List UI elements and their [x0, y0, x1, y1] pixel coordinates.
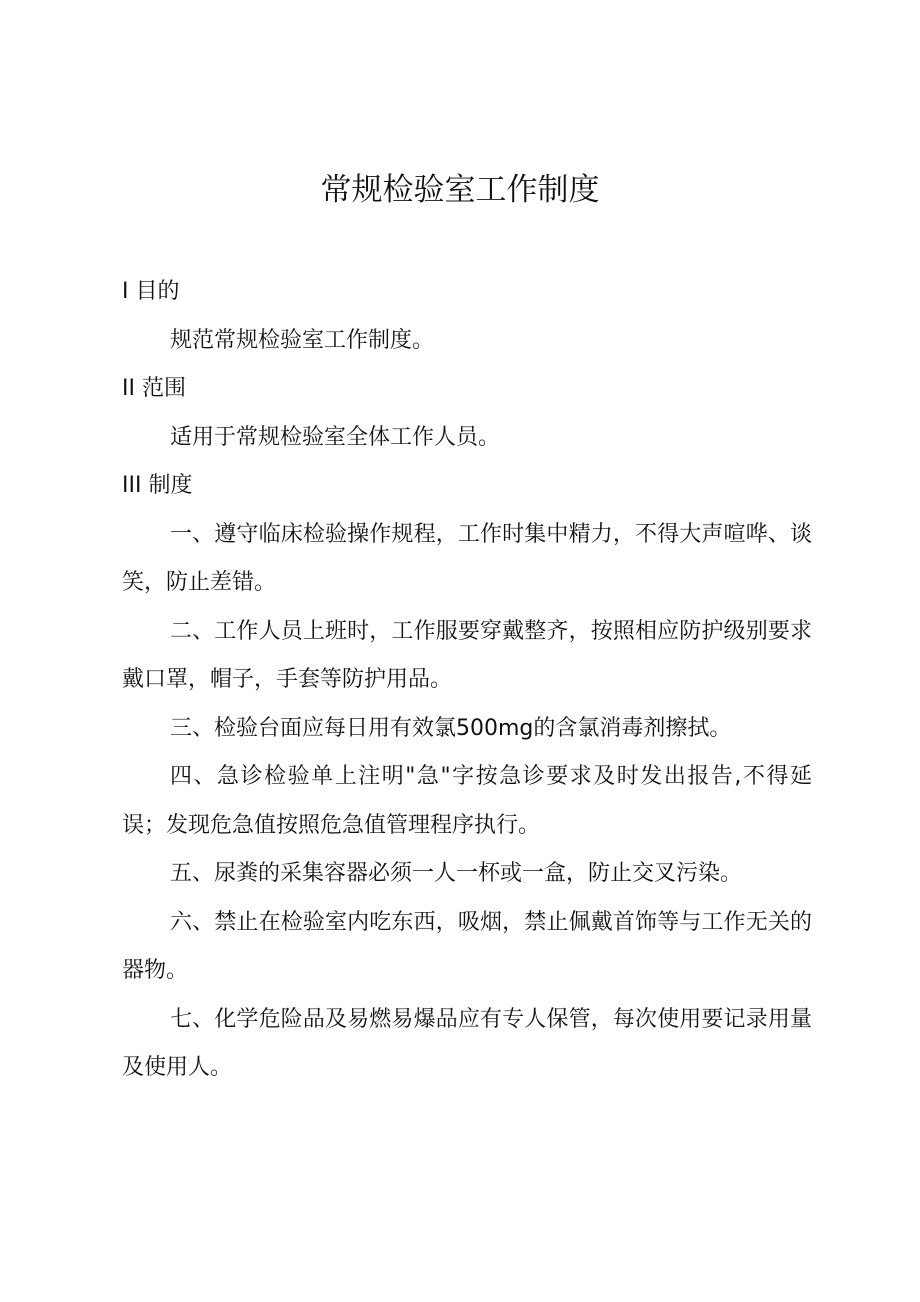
rule-item: 二、工作人员上班时，工作服要穿戴整齐，按照相应防护级别要求戴口罩，帽子，手套等防护用品。: [122, 618, 812, 692]
rule-item: 七、化学危险品及易燃易爆品应有专人保管，每次使用要记录用量及使用人。: [122, 1006, 812, 1080]
rule-item: 一、遵守临床检验操作规程，工作时集中精力，不得大声喧哗、谈笑，防止差错。: [122, 521, 812, 595]
rule-item: 六、禁止在检验室内吃东西，吸烟，禁止佩戴首饰等与工作无关的器物。: [122, 909, 812, 983]
section-text-scope: 适用于常规检验室全体工作人员。: [170, 424, 501, 450]
section-heading-purpose: I 目的: [122, 279, 180, 304]
section-heading-scope: II 范围: [122, 376, 186, 401]
rule-item: 四、急诊检验单上注明"急"字按急诊要求及时发出报告,不得延误；发现危急值按照危急值管理程序执行。: [122, 764, 812, 838]
rule-item: 三、检验台面应每日用有效氯500mg的含氯消毒剂擦拭。: [170, 715, 732, 741]
rule-item: 五、尿粪的采集容器必须一人一杯或一盒，防止交叉污染。: [170, 861, 743, 886]
section-text-purpose: 规范常规检验室工作制度。: [170, 327, 435, 353]
document-body: [122, 268, 812, 1093]
section-heading-rules: III 制度: [122, 473, 193, 498]
document-title: 常规检验室工作制度: [320, 172, 600, 208]
